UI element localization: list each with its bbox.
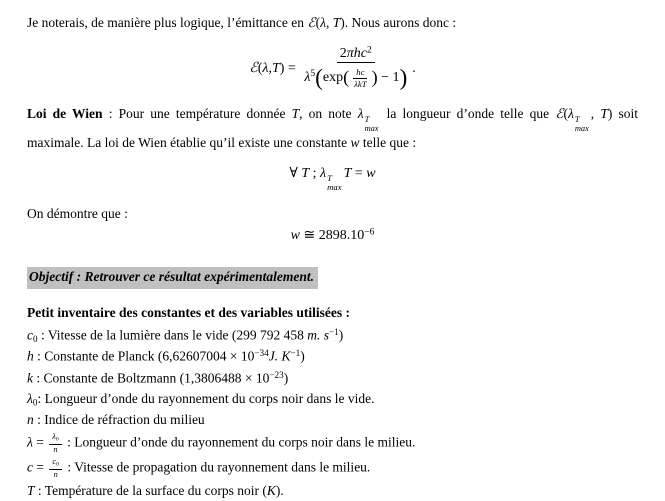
text-segment: , — [268, 60, 272, 76]
text-segment: exp — [322, 70, 344, 86]
text-segment: , — [325, 15, 333, 30]
text-segment: λ — [320, 165, 327, 181]
fraction — [351, 67, 369, 90]
text-segment: πhc — [346, 45, 368, 61]
constant-item-boltzmann — [27, 369, 638, 388]
text-segment: : Température de la surface du corps noir ( — [34, 483, 267, 499]
text-segment: 0 — [56, 461, 59, 468]
text-segment: = — [33, 459, 48, 475]
fraction-denominator — [301, 63, 410, 92]
supsub-stack — [575, 116, 589, 134]
supsub-stack — [327, 174, 341, 192]
text-segment: ( — [315, 15, 321, 30]
text-segment: T — [574, 115, 580, 125]
text-segment: max — [327, 182, 342, 193]
text-segment: m. s — [307, 327, 329, 343]
planck-emittance-formula — [27, 45, 638, 92]
text-segment: n — [27, 412, 34, 428]
text-segment: −1 — [290, 348, 301, 359]
text-segment: T — [364, 115, 370, 125]
text-segment: n — [53, 469, 58, 479]
text-segment: c — [27, 459, 33, 475]
constants-list — [27, 326, 638, 501]
stack-subscript — [575, 125, 589, 134]
text-segment: : Pour une température donnée — [102, 106, 292, 122]
text-segment: ). Nous aurons donc : — [340, 15, 457, 30]
text-segment: ( — [343, 67, 350, 88]
text-segment: 5 — [310, 69, 316, 80]
wien-law-paragraph — [27, 105, 638, 153]
text-segment: ∀ — [289, 165, 302, 181]
text-segment: ≅ 2898.10 — [299, 228, 365, 244]
constant-item-c0 — [27, 326, 638, 346]
intro-paragraph — [27, 14, 638, 33]
text-segment: ( — [315, 64, 323, 91]
fraction-numerator — [49, 432, 61, 445]
text-segment: −1 — [329, 326, 339, 337]
text-segment: w — [290, 228, 300, 244]
text-segment: : Vitesse de la lumière dans le vide (299 792 458 — [37, 327, 308, 343]
w-value-formula — [27, 226, 638, 246]
fraction-numerator — [49, 457, 62, 470]
text-segment: w — [350, 134, 360, 150]
text-segment: 0 — [55, 436, 59, 443]
text-segment: −34 — [254, 348, 269, 359]
text-segment: ; — [309, 165, 321, 181]
text-segment: λ — [320, 15, 326, 30]
text-segment: : Indice de réfraction du milieu — [33, 412, 205, 428]
text-segment: ) — [283, 370, 289, 386]
text-segment: λkT — [354, 78, 367, 89]
text-segment: c — [52, 457, 57, 467]
text-segment: λ — [357, 106, 364, 122]
text-segment: ) — [300, 348, 305, 364]
text-segment: − 1 — [377, 70, 400, 86]
text-segment: max — [574, 124, 589, 134]
text-segment: : Constante de Boltzmann (1,3806488 × 10 — [33, 370, 270, 386]
text-segment: k — [27, 370, 33, 386]
text-segment: Loi de Wien — [27, 106, 103, 122]
text-segment: 2 — [339, 45, 347, 61]
text-segment: 2 — [367, 45, 372, 56]
text-segment: Je noterais, de manière plus logique, l’émittance en — [27, 15, 308, 30]
text-segment: T — [327, 173, 332, 184]
text-segment: : Constante de Planck (6,62607004 × 10 — [33, 348, 255, 364]
text-segment: K — [266, 483, 276, 499]
text-segment: : Vitesse de propagation du rayonnement dans le milieu. — [63, 459, 371, 475]
text-segment: λ — [568, 106, 574, 122]
constant-item-lambda — [27, 432, 638, 455]
text-segment: ℰ — [555, 106, 564, 122]
fraction — [49, 457, 62, 480]
text-segment: max — [364, 124, 379, 134]
text-segment: , — [590, 106, 601, 122]
text-segment: ) = — [279, 60, 300, 76]
constant-item-planck — [27, 347, 638, 366]
text-segment: λ — [52, 432, 56, 442]
text-segment: ) — [371, 67, 378, 88]
fraction-numerator — [353, 67, 367, 79]
constant-item-c — [27, 457, 638, 480]
constant-item-n — [27, 411, 638, 430]
text-segment: ℰ — [307, 15, 316, 30]
text-segment: −6 — [364, 227, 375, 238]
text-segment: c — [27, 327, 33, 343]
text-segment: λ — [262, 60, 269, 76]
constant-item-temperature — [27, 482, 638, 501]
wien-constant-formula — [27, 164, 638, 193]
text-segment: Objectif : Retrouver ce résultat expérimentalement. — [29, 268, 314, 284]
text-segment: w — [366, 165, 376, 181]
text-segment: = — [32, 434, 48, 450]
text-segment: T — [343, 165, 352, 181]
text-segment: ℰ — [249, 60, 258, 76]
text-segment: −23 — [269, 369, 284, 380]
text-segment: λ — [304, 70, 311, 86]
fraction — [49, 432, 61, 455]
text-segment: ) — [399, 64, 408, 91]
fraction-numerator — [337, 45, 375, 64]
text-segment: T — [600, 106, 608, 122]
stack-subscript — [327, 183, 341, 192]
text-segment: = — [351, 165, 367, 181]
text-segment: . — [412, 60, 416, 76]
text-segment: h — [27, 348, 34, 364]
text-segment: ( — [563, 106, 568, 122]
demonstrate-line: On démontre que : — [27, 206, 128, 222]
supsub-stack — [365, 116, 379, 134]
text-segment: T — [27, 483, 35, 499]
text-segment: : Longueur d’onde du rayonnement du corps noir dans le milieu. — [63, 434, 416, 450]
fraction-denominator — [50, 445, 60, 455]
objective-highlight — [27, 267, 318, 289]
inventory-heading: Petit inventaire des constantes et des variables utilisées : — [27, 304, 350, 320]
text-segment: , on note — [299, 106, 358, 122]
text-segment: ). — [275, 483, 284, 499]
text-segment: : Longueur d’onde du rayonnement du corps noir dans le vide. — [37, 391, 375, 407]
objective-heading — [27, 267, 638, 289]
text-segment: n — [53, 444, 58, 454]
text-segment: ( — [257, 60, 263, 76]
text-segment: T — [301, 165, 310, 181]
text-segment: T — [291, 106, 300, 122]
fraction-denominator — [51, 470, 61, 480]
fraction-denominator — [351, 79, 369, 90]
text-segment: λ — [27, 434, 33, 450]
text-segment: T — [332, 15, 341, 30]
text-segment: ) — [338, 327, 344, 343]
document-body — [27, 14, 638, 501]
text-segment: ) soit maximale. La loi de Wien établie qu’il existe une constante — [27, 106, 638, 150]
stack-subscript — [365, 125, 379, 134]
fraction — [301, 45, 410, 92]
text-segment: J. K — [268, 348, 291, 364]
text-segment: hc — [356, 66, 365, 77]
text-segment: la longueur d’onde telle que — [380, 106, 556, 122]
text-segment: 0 — [33, 333, 38, 344]
text-segment: telle que : — [359, 134, 417, 150]
text-segment: T — [271, 60, 280, 76]
text-segment: 0 — [32, 397, 38, 408]
constant-item-lambda0 — [27, 390, 638, 409]
text-segment: λ — [27, 391, 33, 407]
